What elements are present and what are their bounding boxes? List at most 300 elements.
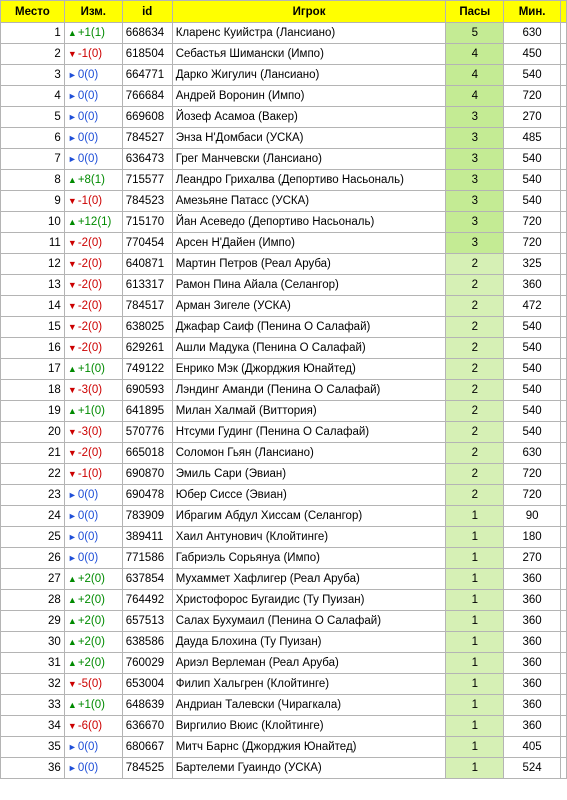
player-cell[interactable]: Грег Манчевски (Лансиано) <box>172 149 446 170</box>
table-row <box>1 695 567 716</box>
change-value: -5(0) <box>77 678 103 690</box>
gutter-cell <box>561 380 567 401</box>
change-cell[interactable] <box>64 296 122 317</box>
gutter-cell <box>561 359 567 380</box>
change-value: -6(0) <box>77 720 103 732</box>
player-cell[interactable]: Арман Зигеле (УСКА) <box>172 296 446 317</box>
header-rank[interactable]: Место <box>1 1 65 23</box>
table-row <box>1 548 567 569</box>
minutes-cell[interactable]: 360 <box>504 716 561 737</box>
change-cell[interactable] <box>64 758 122 779</box>
change-value: +12(1) <box>77 216 112 228</box>
gutter-cell <box>561 695 567 716</box>
player-cell[interactable]: Амезьяне Патасс (УСКА) <box>172 191 446 212</box>
rank-cell[interactable]: 22 <box>1 464 65 485</box>
rank-cell[interactable]: 6 <box>1 128 65 149</box>
change-cell[interactable] <box>64 359 122 380</box>
change-cell[interactable] <box>64 128 122 149</box>
id-cell[interactable]: 783909 <box>122 506 172 527</box>
table-row <box>1 674 567 695</box>
rank-cell[interactable]: 26 <box>1 548 65 569</box>
id-cell[interactable]: 690870 <box>122 464 172 485</box>
rank-cell[interactable]: 19 <box>1 401 65 422</box>
table-row <box>1 632 567 653</box>
trend-up-icon: ▲ <box>67 364 77 374</box>
change-value: -3(0) <box>77 426 103 438</box>
change-cell[interactable] <box>64 443 122 464</box>
trend-down-icon: ▼ <box>67 280 77 290</box>
rank-cell[interactable]: 11 <box>1 233 65 254</box>
change-cell[interactable] <box>64 86 122 107</box>
rank-cell[interactable]: 15 <box>1 317 65 338</box>
rank-cell[interactable]: 18 <box>1 380 65 401</box>
id-cell[interactable]: 637854 <box>122 569 172 590</box>
id-cell[interactable]: 570776 <box>122 422 172 443</box>
header-id[interactable]: id <box>122 1 172 23</box>
passes-cell[interactable]: 2 <box>446 380 504 401</box>
passes-cell[interactable]: 2 <box>446 401 504 422</box>
change-value: 0(0) <box>77 90 99 102</box>
rank-cell[interactable]: 20 <box>1 422 65 443</box>
minutes-cell[interactable]: 540 <box>504 422 561 443</box>
change-cell[interactable] <box>64 590 122 611</box>
passes-cell[interactable]: 1 <box>446 632 504 653</box>
passes-cell[interactable]: 1 <box>446 674 504 695</box>
minutes-cell[interactable]: 540 <box>504 401 561 422</box>
change-cell[interactable] <box>64 506 122 527</box>
minutes-cell[interactable]: 720 <box>504 464 561 485</box>
player-cell[interactable]: Себастья Шимански (Импо) <box>172 44 446 65</box>
id-cell[interactable]: 629261 <box>122 338 172 359</box>
table-row <box>1 317 567 338</box>
id-cell[interactable]: 715577 <box>122 170 172 191</box>
minutes-cell[interactable]: 325 <box>504 254 561 275</box>
passes-cell[interactable]: 2 <box>446 359 504 380</box>
player-cell[interactable]: Милан Халмай (Виттория) <box>172 401 446 422</box>
minutes-cell[interactable]: 360 <box>504 275 561 296</box>
gutter-cell <box>561 506 567 527</box>
trend-up-icon: ▲ <box>67 217 77 227</box>
table-row <box>1 338 567 359</box>
passes-cell[interactable]: 3 <box>446 170 504 191</box>
change-cell[interactable] <box>64 737 122 758</box>
table-row <box>1 506 567 527</box>
change-value: -2(0) <box>77 342 103 354</box>
table-row <box>1 380 567 401</box>
passes-cell[interactable]: 2 <box>446 464 504 485</box>
player-cell[interactable]: Ариэл Верлеман (Реал Аруба) <box>172 653 446 674</box>
header-gutter <box>561 1 567 23</box>
rank-cell[interactable]: 5 <box>1 107 65 128</box>
passes-cell[interactable]: 1 <box>446 695 504 716</box>
gutter-cell <box>561 23 567 44</box>
rank-cell[interactable]: 32 <box>1 674 65 695</box>
rank-cell[interactable]: 33 <box>1 695 65 716</box>
minutes-cell[interactable]: 472 <box>504 296 561 317</box>
change-cell[interactable] <box>64 149 122 170</box>
rank-cell[interactable]: 12 <box>1 254 65 275</box>
id-cell[interactable]: 784517 <box>122 296 172 317</box>
gutter-cell <box>561 212 567 233</box>
change-cell[interactable] <box>64 695 122 716</box>
change-value: 0(0) <box>77 762 99 774</box>
id-cell[interactable]: 784525 <box>122 758 172 779</box>
change-value: -2(0) <box>77 237 103 249</box>
minutes-cell[interactable]: 540 <box>504 149 561 170</box>
player-cell[interactable]: Юбер Сиссе (Эвиан) <box>172 485 446 506</box>
id-cell[interactable]: 766684 <box>122 86 172 107</box>
gutter-cell <box>561 611 567 632</box>
rank-cell[interactable]: 13 <box>1 275 65 296</box>
table-row <box>1 65 567 86</box>
passes-cell[interactable]: 3 <box>446 149 504 170</box>
player-cell[interactable]: Филип Хальгрен (Клойтинге) <box>172 674 446 695</box>
player-cell[interactable]: Эмиль Сари (Эвиан) <box>172 464 446 485</box>
header-passes[interactable]: Пасы <box>446 1 504 23</box>
minutes-cell[interactable]: 360 <box>504 611 561 632</box>
change-value: +2(0) <box>77 657 105 669</box>
change-cell[interactable] <box>64 569 122 590</box>
change-cell[interactable] <box>64 401 122 422</box>
passes-cell[interactable]: 1 <box>446 548 504 569</box>
minutes-cell[interactable]: 360 <box>504 653 561 674</box>
id-cell[interactable]: 669608 <box>122 107 172 128</box>
passes-cell[interactable]: 2 <box>446 275 504 296</box>
player-cell[interactable]: Бартелеми Гуаиндо (УСКА) <box>172 758 446 779</box>
rank-cell[interactable]: 8 <box>1 170 65 191</box>
id-cell[interactable]: 690478 <box>122 485 172 506</box>
rank-cell[interactable]: 31 <box>1 653 65 674</box>
table-row <box>1 191 567 212</box>
minutes-cell[interactable]: 360 <box>504 695 561 716</box>
passes-cell[interactable]: 5 <box>446 23 504 44</box>
table-row <box>1 128 567 149</box>
gutter-cell <box>561 569 567 590</box>
table-body <box>1 23 567 779</box>
change-cell[interactable] <box>64 422 122 443</box>
player-cell[interactable]: Митч Барнс (Джорджия Юнайтед) <box>172 737 446 758</box>
change-cell[interactable] <box>64 107 122 128</box>
rank-cell[interactable]: 27 <box>1 569 65 590</box>
minutes-cell[interactable]: 720 <box>504 212 561 233</box>
player-cell[interactable]: Дарко Жигулич (Лансиано) <box>172 65 446 86</box>
change-cell[interactable] <box>64 611 122 632</box>
player-cell[interactable]: Йозеф Асамоа (Вакер) <box>172 107 446 128</box>
header-player[interactable]: Игрок <box>172 1 446 23</box>
rank-cell[interactable]: 28 <box>1 590 65 611</box>
table-row <box>1 107 567 128</box>
player-cell[interactable]: Энза Н'Домбаси (УСКА) <box>172 128 446 149</box>
passes-cell[interactable]: 2 <box>446 296 504 317</box>
gutter-cell <box>561 149 567 170</box>
player-cell[interactable]: Андрей Воронин (Импо) <box>172 86 446 107</box>
minutes-cell[interactable]: 540 <box>504 380 561 401</box>
rank-cell[interactable]: 3 <box>1 65 65 86</box>
passes-cell[interactable]: 1 <box>446 527 504 548</box>
passes-cell[interactable]: 4 <box>446 86 504 107</box>
player-cell[interactable]: Виргилио Вюис (Клойтинге) <box>172 716 446 737</box>
change-cell[interactable] <box>64 653 122 674</box>
rank-cell[interactable]: 21 <box>1 443 65 464</box>
rank-cell[interactable]: 34 <box>1 716 65 737</box>
minutes-cell[interactable]: 360 <box>504 590 561 611</box>
change-cell[interactable] <box>64 191 122 212</box>
passes-cell[interactable]: 4 <box>446 65 504 86</box>
rank-cell[interactable]: 16 <box>1 338 65 359</box>
id-cell[interactable]: 770454 <box>122 233 172 254</box>
rank-cell[interactable]: 1 <box>1 23 65 44</box>
passes-cell[interactable]: 2 <box>446 485 504 506</box>
id-cell[interactable]: 657513 <box>122 611 172 632</box>
minutes-cell[interactable]: 540 <box>504 338 561 359</box>
change-cell[interactable] <box>64 233 122 254</box>
header-change[interactable]: Изм. <box>64 1 122 23</box>
table-row <box>1 23 567 44</box>
change-cell[interactable] <box>64 170 122 191</box>
minutes-cell[interactable]: 180 <box>504 527 561 548</box>
id-cell[interactable]: 653004 <box>122 674 172 695</box>
minutes-cell[interactable]: 540 <box>504 359 561 380</box>
change-value: 0(0) <box>77 111 99 123</box>
id-cell[interactable]: 760029 <box>122 653 172 674</box>
rank-cell[interactable]: 30 <box>1 632 65 653</box>
minutes-cell[interactable]: 405 <box>504 737 561 758</box>
trend-same-icon: ► <box>67 763 77 773</box>
player-cell[interactable]: Габриэль Сорьянуа (Импо) <box>172 548 446 569</box>
id-cell[interactable]: 690593 <box>122 380 172 401</box>
gutter-cell <box>561 191 567 212</box>
player-cell[interactable]: Ибрагим Абдул Хиссам (Селангор) <box>172 506 446 527</box>
gutter-cell <box>561 590 567 611</box>
player-cell[interactable]: Джафар Саиф (Пенина О Салафай) <box>172 317 446 338</box>
player-cell[interactable]: Салах Бухумаил (Пенина О Салафай) <box>172 611 446 632</box>
minutes-cell[interactable]: 360 <box>504 674 561 695</box>
player-cell[interactable]: Лэндинг Аманди (Пенина О Салафай) <box>172 380 446 401</box>
rank-cell[interactable]: 36 <box>1 758 65 779</box>
trend-up-icon: ▲ <box>67 406 77 416</box>
change-value: -1(0) <box>77 195 103 207</box>
gutter-cell <box>561 716 567 737</box>
change-value: 0(0) <box>77 531 99 543</box>
passes-cell[interactable]: 1 <box>446 653 504 674</box>
minutes-cell[interactable]: 360 <box>504 569 561 590</box>
id-cell[interactable]: 668634 <box>122 23 172 44</box>
rank-cell[interactable]: 4 <box>1 86 65 107</box>
rank-cell[interactable]: 14 <box>1 296 65 317</box>
player-cell[interactable]: Арсен Н'Дайен (Импо) <box>172 233 446 254</box>
rank-cell[interactable]: 7 <box>1 149 65 170</box>
change-value: +8(1) <box>77 174 105 186</box>
id-cell[interactable]: 749122 <box>122 359 172 380</box>
minutes-cell[interactable]: 524 <box>504 758 561 779</box>
change-cell[interactable] <box>64 275 122 296</box>
rank-cell[interactable]: 23 <box>1 485 65 506</box>
change-cell[interactable] <box>64 716 122 737</box>
id-cell[interactable]: 640871 <box>122 254 172 275</box>
passes-cell[interactable]: 3 <box>446 191 504 212</box>
passes-cell[interactable]: 2 <box>446 422 504 443</box>
trend-up-icon: ▲ <box>67 700 77 710</box>
trend-down-icon: ▼ <box>67 259 77 269</box>
change-cell[interactable] <box>64 317 122 338</box>
change-cell[interactable] <box>64 254 122 275</box>
change-value: -3(0) <box>77 384 103 396</box>
trend-up-icon: ▲ <box>67 595 77 605</box>
table-row <box>1 527 567 548</box>
id-cell[interactable]: 389411 <box>122 527 172 548</box>
rank-cell[interactable]: 24 <box>1 506 65 527</box>
player-cell[interactable]: Нтсуми Гудинг (Пенина О Салафай) <box>172 422 446 443</box>
rank-cell[interactable]: 9 <box>1 191 65 212</box>
minutes-cell[interactable]: 360 <box>504 632 561 653</box>
minutes-cell[interactable]: 540 <box>504 65 561 86</box>
id-cell[interactable]: 764492 <box>122 590 172 611</box>
minutes-cell[interactable]: 630 <box>504 23 561 44</box>
change-value: 0(0) <box>77 510 99 522</box>
change-cell[interactable] <box>64 65 122 86</box>
table-row <box>1 359 567 380</box>
change-value: 0(0) <box>77 153 99 165</box>
rank-cell[interactable]: 2 <box>1 44 65 65</box>
table-row <box>1 443 567 464</box>
minutes-cell[interactable]: 720 <box>504 86 561 107</box>
trend-down-icon: ▼ <box>67 301 77 311</box>
player-cell[interactable]: Енрико Мэк (Джорджия Юнайтед) <box>172 359 446 380</box>
passes-cell[interactable]: 1 <box>446 758 504 779</box>
gutter-cell <box>561 296 567 317</box>
id-cell[interactable]: 638025 <box>122 317 172 338</box>
change-cell[interactable] <box>64 212 122 233</box>
id-cell[interactable]: 680667 <box>122 737 172 758</box>
change-cell[interactable] <box>64 632 122 653</box>
minutes-cell[interactable]: 450 <box>504 44 561 65</box>
passes-cell[interactable]: 1 <box>446 716 504 737</box>
rank-cell[interactable]: 35 <box>1 737 65 758</box>
minutes-cell[interactable]: 630 <box>504 443 561 464</box>
minutes-cell[interactable]: 720 <box>504 485 561 506</box>
id-cell[interactable]: 613317 <box>122 275 172 296</box>
change-cell[interactable] <box>64 485 122 506</box>
passes-cell[interactable]: 4 <box>446 44 504 65</box>
id-cell[interactable]: 648639 <box>122 695 172 716</box>
table-row <box>1 86 567 107</box>
change-value: -2(0) <box>77 258 103 270</box>
player-cell[interactable]: Андриан Талевски (Чирагкала) <box>172 695 446 716</box>
id-cell[interactable]: 638586 <box>122 632 172 653</box>
change-cell[interactable] <box>64 338 122 359</box>
passes-cell[interactable]: 1 <box>446 590 504 611</box>
header-minutes[interactable]: Мин. <box>504 1 561 23</box>
id-cell[interactable]: 715170 <box>122 212 172 233</box>
change-value: +1(1) <box>77 27 105 39</box>
change-cell[interactable] <box>64 674 122 695</box>
player-cell[interactable]: Соломон Гьян (Лансиано) <box>172 443 446 464</box>
player-cell[interactable]: Рамон Пина Айала (Селангор) <box>172 275 446 296</box>
minutes-cell[interactable]: 270 <box>504 548 561 569</box>
passes-cell[interactable]: 2 <box>446 254 504 275</box>
gutter-cell <box>561 128 567 149</box>
trend-same-icon: ► <box>67 91 77 101</box>
id-cell[interactable]: 618504 <box>122 44 172 65</box>
change-value: -2(0) <box>77 300 103 312</box>
player-cell[interactable]: Дауда Блохина (Ту Пуизан) <box>172 632 446 653</box>
player-cell[interactable]: Мартин Петров (Реал Аруба) <box>172 254 446 275</box>
trend-same-icon: ► <box>67 490 77 500</box>
minutes-cell[interactable]: 540 <box>504 170 561 191</box>
passes-cell[interactable]: 3 <box>446 212 504 233</box>
trend-down-icon: ▼ <box>67 238 77 248</box>
change-value: +2(0) <box>77 594 105 606</box>
minutes-cell[interactable]: 540 <box>504 317 561 338</box>
player-cell[interactable]: Христофорос Бугаидис (Ту Пуизан) <box>172 590 446 611</box>
trend-same-icon: ► <box>67 133 77 143</box>
player-cell[interactable]: Ашли Мадука (Пенина О Салафай) <box>172 338 446 359</box>
passes-cell[interactable]: 2 <box>446 443 504 464</box>
passes-cell[interactable]: 2 <box>446 317 504 338</box>
id-cell[interactable]: 784523 <box>122 191 172 212</box>
change-cell[interactable] <box>64 380 122 401</box>
minutes-cell[interactable]: 485 <box>504 128 561 149</box>
id-cell[interactable]: 784527 <box>122 128 172 149</box>
passes-cell[interactable]: 1 <box>446 569 504 590</box>
minutes-cell[interactable]: 720 <box>504 233 561 254</box>
gutter-cell <box>561 233 567 254</box>
gutter-cell <box>561 254 567 275</box>
trend-down-icon: ▼ <box>67 469 77 479</box>
gutter-cell <box>561 86 567 107</box>
rank-cell[interactable]: 29 <box>1 611 65 632</box>
change-cell[interactable] <box>64 23 122 44</box>
minutes-cell[interactable]: 90 <box>504 506 561 527</box>
change-value: 0(0) <box>77 132 99 144</box>
trend-up-icon: ▲ <box>67 616 77 626</box>
passes-cell[interactable]: 1 <box>446 737 504 758</box>
passes-cell[interactable]: 1 <box>446 611 504 632</box>
player-cell[interactable]: Мухаммет Хафлигер (Реал Аруба) <box>172 569 446 590</box>
id-cell[interactable]: 771586 <box>122 548 172 569</box>
table-row <box>1 296 567 317</box>
passes-cell[interactable]: 3 <box>446 233 504 254</box>
rank-cell[interactable]: 25 <box>1 527 65 548</box>
player-cell[interactable]: Йан Асеведо (Депортиво Насьональ) <box>172 212 446 233</box>
passes-cell[interactable]: 3 <box>446 128 504 149</box>
id-cell[interactable]: 636473 <box>122 149 172 170</box>
change-cell[interactable] <box>64 527 122 548</box>
id-cell[interactable]: 641895 <box>122 401 172 422</box>
trend-same-icon: ► <box>67 154 77 164</box>
rank-cell[interactable]: 10 <box>1 212 65 233</box>
change-cell[interactable] <box>64 44 122 65</box>
id-cell[interactable]: 636670 <box>122 716 172 737</box>
change-cell[interactable] <box>64 548 122 569</box>
change-cell[interactable] <box>64 464 122 485</box>
trend-down-icon: ▼ <box>67 427 77 437</box>
id-cell[interactable]: 665018 <box>122 443 172 464</box>
rank-cell[interactable]: 17 <box>1 359 65 380</box>
passes-cell[interactable]: 2 <box>446 338 504 359</box>
passes-cell[interactable]: 3 <box>446 107 504 128</box>
minutes-cell[interactable]: 540 <box>504 191 561 212</box>
passes-cell[interactable]: 1 <box>446 506 504 527</box>
gutter-cell <box>561 338 567 359</box>
minutes-cell[interactable]: 270 <box>504 107 561 128</box>
player-cell[interactable]: Леандро Грихалва (Депортиво Насьональ) <box>172 170 446 191</box>
gutter-cell <box>561 317 567 338</box>
player-cell[interactable]: Кларенс Куийстра (Лансиано) <box>172 23 446 44</box>
id-cell[interactable]: 664771 <box>122 65 172 86</box>
player-cell[interactable]: Хаил Антунович (Клойтинге) <box>172 527 446 548</box>
gutter-cell <box>561 674 567 695</box>
